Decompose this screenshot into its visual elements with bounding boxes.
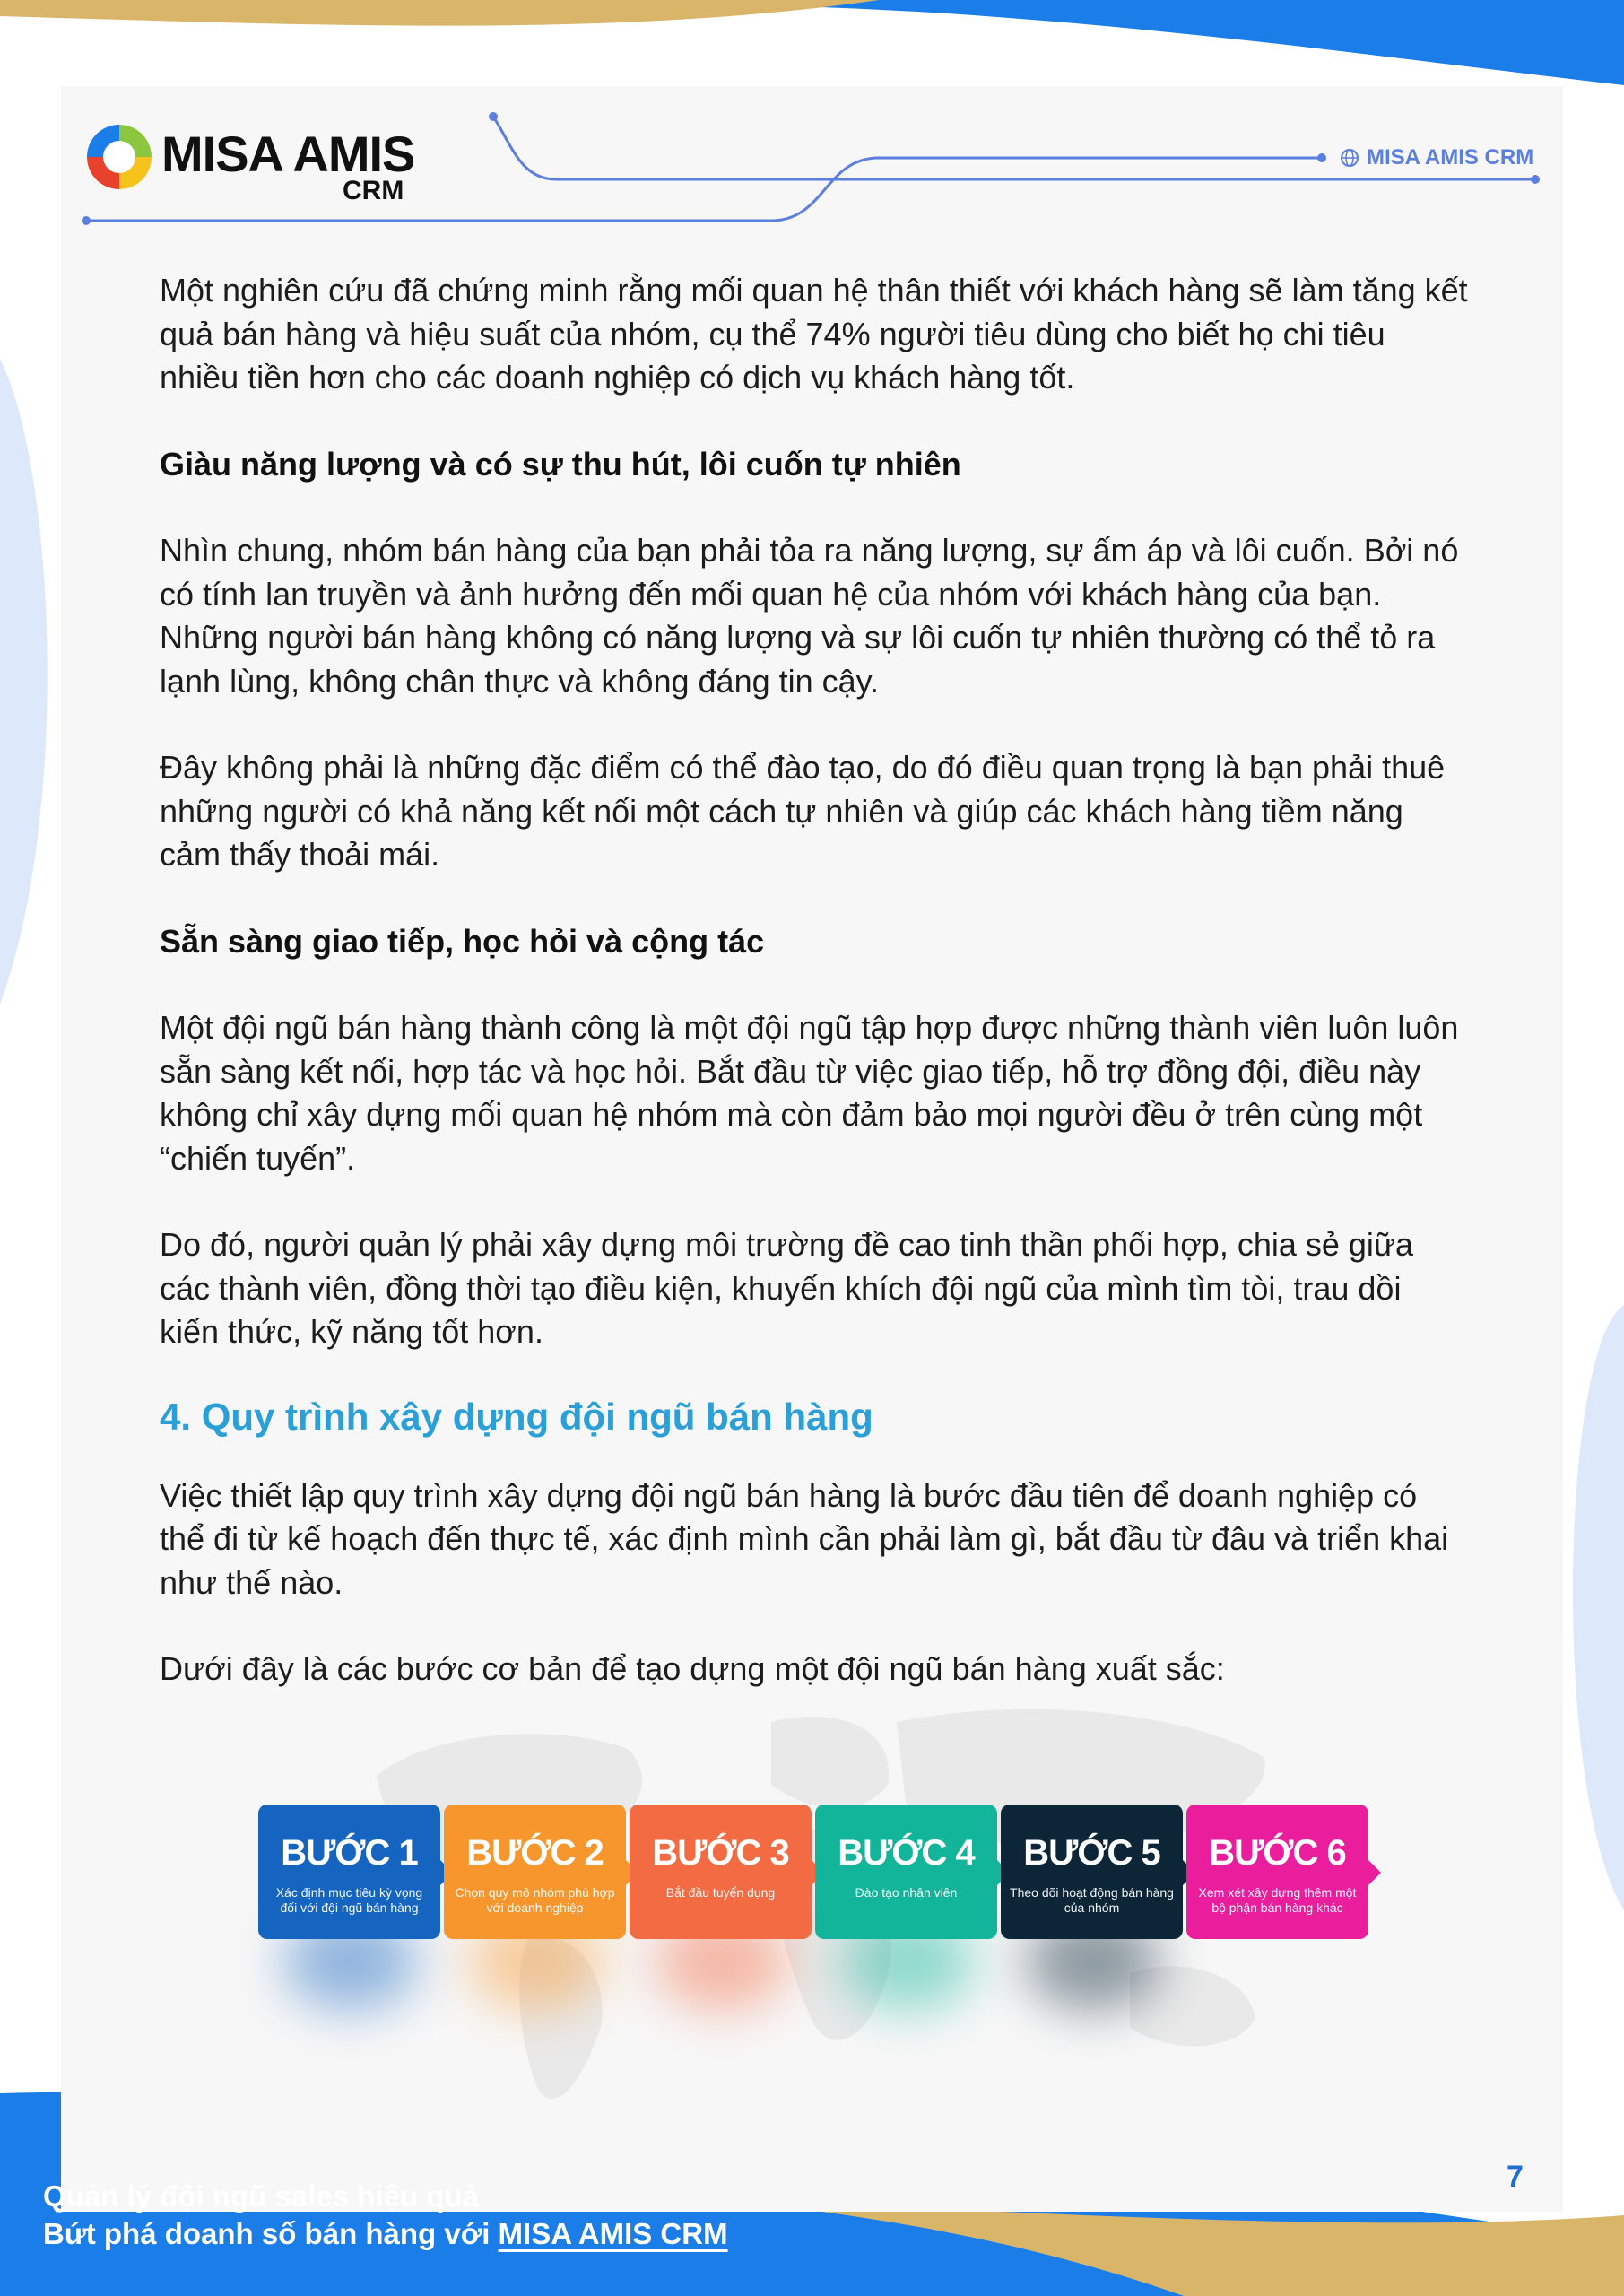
footer-line-2 <box>43 2215 728 2253</box>
step-5-title: BƯỚC 5 <box>1023 1833 1160 1873</box>
step-4-title: BƯỚC 4 <box>838 1833 975 1873</box>
step-3-desc: Bắt đầu tuyển dụng <box>665 1885 776 1900</box>
footer-brand-link[interactable]: MISA AMIS CRM <box>498 2217 728 2250</box>
logo-wordmark: MISA AMIS <box>161 126 415 182</box>
step-1-desc: Xác định mục tiêu kỳ vọng đối với đội ngũ bán hàng <box>275 1885 423 1915</box>
step-3 <box>630 1805 812 1939</box>
paragraph-7: Dưới đây là các bước cơ bản để tạo dựng một đội ngũ bán hàng xuất sắc: <box>160 1650 1225 1687</box>
logo-subtitle: CRM <box>343 176 404 205</box>
subheading-energy: Giàu năng lượng và có sự thu hút, lôi cuốn tự nhiên <box>160 445 961 483</box>
step-3-title: BƯỚC 3 <box>652 1833 789 1873</box>
paragraph-2: Nhìn chung, nhóm bán hàng của bạn phải tỏa ra năng lượng, sự ấm áp và lôi cuốn. Bởi nó có tính lan truyền và ảnh hưởng đến mối quan hệ của nhóm với khách hàng của bạn. Những người bán hàng không có năng lượng và sự lôi cuốn tự nhiên thường có thể tỏ ra lạnh lùng, không chân thực và không đáng tin cậy. <box>160 532 1459 700</box>
steps-diagram <box>258 1805 1390 2074</box>
step-6-desc: Xem xét xây dựng thêm một bộ phận bán hàng khác <box>1198 1885 1357 1915</box>
step-6 <box>1186 1805 1368 1939</box>
footer-line-2-prefix: Bứt phá doanh số bán hàng với <box>43 2217 491 2250</box>
step-1-title: BƯỚC 1 <box>281 1833 418 1873</box>
subheading-communication: Sẵn sàng giao tiếp, học hỏi và cộng tác <box>160 922 765 960</box>
paragraph-5: Do đó, người quản lý phải xây dựng môi trường đề cao tinh thần phối hợp, chia sẻ giữa các thành viên, đồng thời tạo điều kiện, khuyến khích đội ngũ của mình tìm tòi, trau dồi kiến thức, kỹ năng tốt hơn. <box>160 1226 1414 1350</box>
step-5 <box>1001 1805 1183 1939</box>
paragraph-6: Việc thiết lập quy trình xây dựng đội ngũ bán hàng là bước đầu tiên để doanh nghiệp có thể đi từ kế hoạch đến thực tế, xác định mình cần phải làm gì, bắt đầu từ đâu và triển khai như thế nào. <box>160 1476 1449 1601</box>
section-title: 4. Quy trình xây dựng đội ngũ bán hàng <box>160 1395 873 1438</box>
page-number: 7 <box>1507 2160 1524 2194</box>
paragraph-1: Một nghiên cứu đã chứng minh rằng mối quan hệ thân thiết với khách hàng sẽ làm tăng kết quả bán hàng và hiệu suất của nhóm, cụ thể 74% người tiêu dùng cho biết họ chi tiêu nhiều tiền hơn cho các doanh nghiệp có dịch vụ khách hàng tốt. <box>160 272 1468 396</box>
header-brand-label: MISA AMIS CRM <box>1367 145 1534 170</box>
step-2-title: BƯỚC 2 <box>466 1833 604 1873</box>
footer-line-1: Quản lý đội ngũ sales hiệu quả <box>43 2179 479 2213</box>
paragraph-3: Đây không phải là những đặc điểm có thể đào tạo, do đó điều quan trọng là bạn phải thuê những người có khả năng kết nối một cách tự nhiên và giúp các khách hàng tiềm năng cảm thấy thoải mái. <box>160 749 1446 873</box>
step-4 <box>815 1805 997 1939</box>
step-6-title: BƯỚC 6 <box>1209 1833 1346 1873</box>
step-1 <box>258 1805 440 1939</box>
paragraph-4: Một đội ngũ bán hàng thành công là một đội ngũ tập hợp được những thành viên luôn luôn sẵn sàng kết nối, hợp tác và học hỏi. Bắt đầu từ việc giao tiếp, hỗ trợ đồng đội, điều này không chỉ xây dựng mối quan hệ nhóm mà còn đảm bảo mọi người đều ở trên cùng một “chiến tuyến”. <box>160 1009 1459 1177</box>
step-4-desc: Đào tạo nhân viên <box>855 1885 958 1900</box>
step-5-desc: Theo dõi hoạt động bán hàng của nhóm <box>1010 1885 1174 1915</box>
step-2-desc: Chọn quy mô nhóm phù hợp với doanh nghiệp <box>455 1885 615 1915</box>
footer-tagline <box>43 2178 728 2253</box>
step-2 <box>444 1805 626 1939</box>
